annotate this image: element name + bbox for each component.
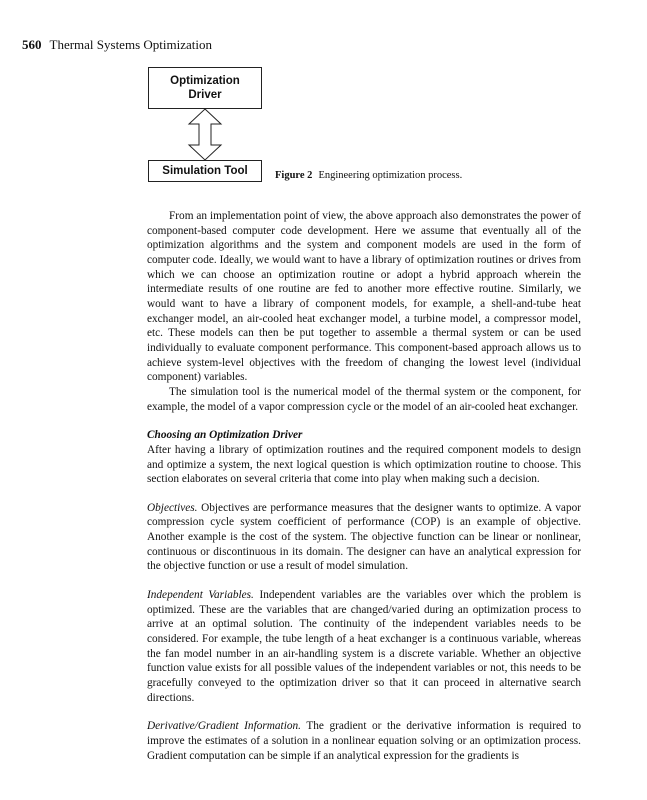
figure-label: Figure 2 — [275, 170, 313, 181]
simulation-tool-box — [148, 160, 262, 182]
paragraph-text: The gradient or the derivative information is required to improve the estimates of a solution in a nonlinear equation solving or an optimization process. Gradient computation can be simple if an analytical expression for the gradients is — [147, 720, 582, 762]
body-text — [147, 209, 581, 763]
run-in-heading: Objectives. — [147, 501, 198, 514]
paragraph-derivative-gradient — [147, 719, 581, 763]
paragraph-independent-variables — [147, 588, 581, 705]
paragraph-text: Independent variables are the variables over which the problem is optimized. These are the variables that are changed/varied during an optimization process to arrive at an optimal solution. The continuity of the independent variables needs to be considered. For example, the tube length of a heat exchanger is a continuous variable, whereas the fan model number in an air-handling system is a discrete variable. Whether an objective function value exists for all possible values of the independent variables or not, this needs to be gracefully conveyed to the optimization driver so that it can proceed in alternative search directions. — [147, 589, 581, 704]
running-header — [22, 37, 212, 53]
simulation-tool-label: Simulation Tool — [162, 165, 248, 177]
paragraph: After having a library of optimization routines and the required component models to design and optimize a system, the next logical question is which optimization routine to choose. This section elaborates on several criteria that come into play when making such a decision. — [147, 443, 581, 486]
section-heading: Choosing an Optimization Driver — [147, 429, 303, 442]
paragraph-objectives — [147, 501, 581, 574]
figure-caption-text: Engineering optimization process. — [318, 170, 463, 181]
optimization-driver-label-line2: Driver — [188, 89, 222, 101]
paragraph-text: Objectives are performance measures that the designer wants to optimize. A vapor compression cycle system coefficient of performance (COP) is an example of objective. Another example is the cost of the system. The objective function can be linear or nonlinear, continuous or discontinuous in its domain. The designer can have an analytical expression for the objective function or use a result of model simulation. — [147, 501, 582, 573]
run-in-heading: Independent Variables. — [147, 589, 254, 602]
paragraph: From an implementation point of view, the above approach also demonstrates the power of component-based computer code development. Here we assume that eventually all of the optimization algorithms and the system and component models are used in the form of computer code. Ideally, we would want to have a library of optimization routines or drives from which we can choose an optimization routine or adopt a hybrid approach wherein the intermediate results of one routine are fed to another more effective routine. Similarly, we would want to have a library of component models, for example, a shell-and-tube heat exchanger model, an air-cooled heat exchanger model, a turbine model, a compressor model, etc. These models can then be put together to assemble a thermal system or can be used individually to evaluate component performance. This component-based approach allows us to achieve system-level objectives with the freedom of changing the lowest level (individual component) variables. — [147, 210, 581, 384]
run-in-heading: Derivative/Gradient Information. — [147, 720, 301, 733]
optimization-driver-label-line1: Optimization — [170, 75, 240, 87]
paragraph: The simulation tool is the numerical model of the thermal system or the component, for example, the model of a vapor compression cycle or the model of an air-cooled heat exchanger. — [147, 385, 581, 413]
page-number: 560 — [22, 37, 42, 52]
optimization-driver-box — [148, 67, 262, 109]
running-title: Thermal Systems Optimization — [49, 37, 212, 52]
figure-caption — [275, 170, 462, 181]
double-arrow-icon — [186, 108, 224, 161]
